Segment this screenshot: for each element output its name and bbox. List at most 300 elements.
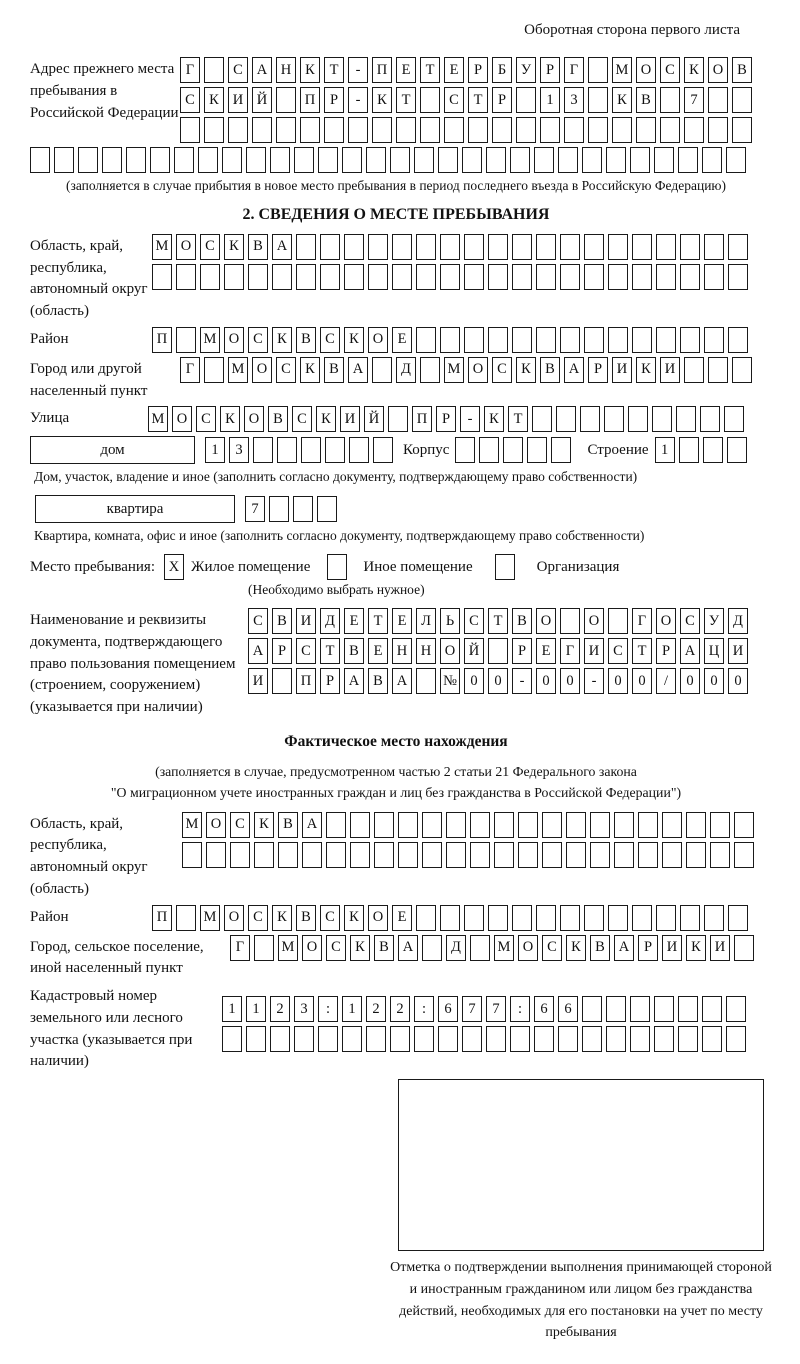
actual-location-note-line1: (заполняется в случае, предусмотренном частью 2 статьи 21 Федерального закона xyxy=(155,763,637,779)
apartment-number-row xyxy=(245,496,337,522)
char-cell xyxy=(302,842,322,868)
checkbox-organization xyxy=(495,554,515,580)
char-cell xyxy=(372,357,392,383)
char-cell xyxy=(580,406,600,432)
char-cell xyxy=(270,1026,290,1052)
char-cell xyxy=(438,1026,458,1052)
char-cell: О xyxy=(172,406,192,432)
char-cell xyxy=(492,117,512,143)
prev-address-label: Адрес прежнего места пребывания в Российской Федерации xyxy=(30,61,179,121)
char-cell xyxy=(582,1026,602,1052)
stroenie-row xyxy=(655,437,747,463)
char-cell: С xyxy=(200,234,220,260)
char-cell: Н xyxy=(276,57,296,83)
char-cell: С xyxy=(248,327,268,353)
char-cell xyxy=(680,905,700,931)
char-cell: К xyxy=(372,87,392,113)
char-cell xyxy=(604,406,624,432)
prev-address-row-2 xyxy=(180,87,752,113)
char-cell: Р xyxy=(492,87,512,113)
char-cell: А xyxy=(252,57,272,83)
char-cell xyxy=(702,147,722,173)
char-cell xyxy=(488,234,508,260)
char-cell xyxy=(710,812,730,838)
char-cell xyxy=(608,905,628,931)
char-cell: О xyxy=(440,638,460,664)
char-cell xyxy=(606,996,626,1022)
char-cell xyxy=(462,147,482,173)
char-cell xyxy=(656,264,676,290)
char-cell xyxy=(632,905,652,931)
char-cell xyxy=(296,264,316,290)
char-cell: А xyxy=(348,357,368,383)
char-cell: А xyxy=(680,638,700,664)
char-cell xyxy=(390,1026,410,1052)
char-cell xyxy=(30,147,50,173)
char-cell xyxy=(464,234,484,260)
actual-region-row-1 xyxy=(182,812,754,838)
char-cell xyxy=(704,905,724,931)
char-cell xyxy=(350,842,370,868)
char-cell xyxy=(536,327,556,353)
korpus-label: Корпус xyxy=(403,441,450,458)
char-cell: К xyxy=(204,87,224,113)
char-cell xyxy=(678,996,698,1022)
char-cell xyxy=(368,234,388,260)
char-cell: 0 xyxy=(632,668,652,694)
char-cell: С xyxy=(228,57,248,83)
char-cell xyxy=(270,147,290,173)
char-cell xyxy=(398,842,418,868)
char-cell: В xyxy=(278,812,298,838)
char-cell xyxy=(710,842,730,868)
char-cell xyxy=(374,812,394,838)
char-cell xyxy=(416,234,436,260)
char-cell: : xyxy=(318,996,338,1022)
char-cell xyxy=(326,812,346,838)
char-cell xyxy=(684,357,704,383)
stay-type-label: Место пребывания: xyxy=(30,558,155,575)
char-cell xyxy=(470,812,490,838)
char-cell: О xyxy=(176,234,196,260)
char-cell: С xyxy=(276,357,296,383)
char-cell: : xyxy=(510,996,530,1022)
char-cell: Г xyxy=(560,638,580,664)
char-cell: С xyxy=(660,57,680,83)
char-cell: П xyxy=(412,406,432,432)
char-cell xyxy=(636,117,656,143)
char-cell: Д xyxy=(396,357,416,383)
char-cell: С xyxy=(444,87,464,113)
char-cell: И xyxy=(584,638,604,664)
char-cell: Е xyxy=(392,905,412,931)
char-cell xyxy=(446,842,466,868)
char-cell: Е xyxy=(396,57,416,83)
char-cell: О xyxy=(244,406,264,432)
char-cell xyxy=(676,406,696,432)
char-cell: Е xyxy=(444,57,464,83)
char-cell xyxy=(680,327,700,353)
char-cell: Е xyxy=(368,638,388,664)
stroenie-label: Строение xyxy=(587,441,649,458)
char-cell xyxy=(503,437,523,463)
char-cell xyxy=(608,264,628,290)
char-cell: 1 xyxy=(540,87,560,113)
char-cell: О xyxy=(584,608,604,634)
char-cell: А xyxy=(344,668,364,694)
char-cell: Й xyxy=(252,87,272,113)
district-field xyxy=(30,327,762,353)
char-cell: 1 xyxy=(342,996,362,1022)
char-cell: 0 xyxy=(704,668,724,694)
char-cell xyxy=(278,842,298,868)
char-cell: И xyxy=(728,638,748,664)
char-cell: С xyxy=(492,357,512,383)
char-cell: Р xyxy=(436,406,456,432)
char-cell xyxy=(732,357,752,383)
stay-type-note: (Необходимо выбрать нужное) xyxy=(248,582,425,598)
char-cell: 0 xyxy=(608,668,628,694)
char-cell xyxy=(518,842,538,868)
char-cell: К xyxy=(484,406,504,432)
char-cell: О xyxy=(368,327,388,353)
char-cell xyxy=(608,234,628,260)
char-cell xyxy=(512,264,532,290)
char-cell xyxy=(703,437,723,463)
actual-city-row xyxy=(230,935,754,961)
char-cell xyxy=(78,147,98,173)
char-cell xyxy=(301,437,321,463)
char-cell: Ь xyxy=(440,608,460,634)
char-cell xyxy=(228,117,248,143)
apartment-note: Квартира, комната, офис и иное (заполнить согласно документу, подтверждающему право собственности) xyxy=(34,528,645,544)
char-cell xyxy=(180,117,200,143)
char-cell: № xyxy=(440,668,460,694)
char-cell xyxy=(342,147,362,173)
stamp-area xyxy=(30,1079,772,1344)
char-cell xyxy=(388,406,408,432)
char-cell: И xyxy=(662,935,682,961)
char-cell xyxy=(176,327,196,353)
char-cell xyxy=(534,1026,554,1052)
char-cell xyxy=(652,406,672,432)
char-cell xyxy=(204,357,224,383)
char-cell xyxy=(174,147,194,173)
actual-district-row xyxy=(152,905,748,931)
char-cell xyxy=(630,147,650,173)
actual-region-field xyxy=(30,812,762,901)
char-cell xyxy=(422,842,442,868)
char-cell xyxy=(726,996,746,1022)
char-cell xyxy=(176,264,196,290)
char-cell: К xyxy=(300,357,320,383)
char-cell: К xyxy=(254,812,274,838)
char-cell xyxy=(510,1026,530,1052)
char-cell xyxy=(584,327,604,353)
char-cell xyxy=(300,117,320,143)
char-cell: К xyxy=(684,57,704,83)
char-cell xyxy=(582,147,602,173)
char-cell xyxy=(679,437,699,463)
char-cell xyxy=(293,496,313,522)
char-cell xyxy=(396,117,416,143)
char-cell xyxy=(726,1026,746,1052)
residential-label: Жилое помещение xyxy=(191,558,311,575)
char-cell xyxy=(222,147,242,173)
char-cell xyxy=(588,57,608,83)
char-cell xyxy=(638,842,658,868)
char-cell: К xyxy=(636,357,656,383)
char-cell xyxy=(366,1026,386,1052)
char-cell xyxy=(416,905,436,931)
char-cell xyxy=(206,842,226,868)
char-cell xyxy=(126,147,146,173)
char-cell: Е xyxy=(536,638,556,664)
char-cell: В xyxy=(272,608,292,634)
char-cell: Т xyxy=(368,608,388,634)
char-cell: - xyxy=(460,406,480,432)
char-cell xyxy=(630,1026,650,1052)
doc-label: Наименование и реквизиты документа, подтверждающего право пользования помещением (строением, сооружением) (указывается при наличии) xyxy=(30,612,236,716)
region-row-1 xyxy=(152,234,748,260)
char-cell xyxy=(326,842,346,868)
char-cell xyxy=(416,264,436,290)
char-cell: С xyxy=(320,327,340,353)
prev-address-field xyxy=(30,57,762,143)
city-field xyxy=(30,357,762,403)
char-cell: П xyxy=(152,905,172,931)
actual-location-title: Фактическое место нахождения xyxy=(284,732,508,750)
char-cell xyxy=(373,437,393,463)
char-cell: О xyxy=(656,608,676,634)
char-cell xyxy=(392,234,412,260)
char-cell: С xyxy=(248,608,268,634)
char-cell: Н xyxy=(416,638,436,664)
char-cell xyxy=(632,234,652,260)
char-cell: О xyxy=(224,905,244,931)
char-cell: В xyxy=(296,327,316,353)
char-cell: А xyxy=(392,668,412,694)
region-row-2 xyxy=(152,264,748,290)
char-cell xyxy=(374,842,394,868)
char-cell: 0 xyxy=(536,668,556,694)
char-cell xyxy=(702,996,722,1022)
char-cell xyxy=(662,842,682,868)
char-cell xyxy=(654,147,674,173)
char-cell xyxy=(656,234,676,260)
char-cell: Р xyxy=(656,638,676,664)
char-cell xyxy=(588,87,608,113)
char-cell xyxy=(584,234,604,260)
char-cell xyxy=(325,437,345,463)
char-cell: 0 xyxy=(680,668,700,694)
char-cell: М xyxy=(182,812,202,838)
cadastre-row-1 xyxy=(222,996,746,1022)
doc-row-3 xyxy=(248,668,748,694)
prev-address-boxes xyxy=(180,57,752,143)
char-cell xyxy=(614,842,634,868)
actual-district-label: Район xyxy=(30,908,69,925)
char-cell xyxy=(420,357,440,383)
char-cell: Т xyxy=(508,406,528,432)
char-cell xyxy=(512,234,532,260)
char-cell: 0 xyxy=(464,668,484,694)
char-cell: К xyxy=(686,935,706,961)
char-cell xyxy=(564,117,584,143)
char-cell: В xyxy=(512,608,532,634)
char-cell xyxy=(102,147,122,173)
char-cell: 6 xyxy=(534,996,554,1022)
char-cell: С xyxy=(180,87,200,113)
cadastre-boxes xyxy=(222,996,746,1052)
char-cell: И xyxy=(612,357,632,383)
char-cell: С xyxy=(196,406,216,432)
char-cell xyxy=(440,327,460,353)
char-cell xyxy=(612,117,632,143)
char-cell xyxy=(318,1026,338,1052)
char-cell xyxy=(542,812,562,838)
char-cell xyxy=(320,264,340,290)
char-cell xyxy=(420,117,440,143)
char-cell xyxy=(470,842,490,868)
char-cell xyxy=(254,842,274,868)
char-cell xyxy=(708,357,728,383)
cadastre-row-2 xyxy=(222,1026,746,1052)
char-cell xyxy=(224,264,244,290)
char-cell xyxy=(551,437,571,463)
char-cell xyxy=(734,935,754,961)
char-cell: С xyxy=(320,905,340,931)
char-cell: С xyxy=(542,935,562,961)
char-cell xyxy=(414,1026,434,1052)
char-cell xyxy=(444,117,464,143)
char-cell: 1 xyxy=(246,996,266,1022)
char-cell xyxy=(272,668,292,694)
apartment-box: квартира xyxy=(35,495,235,523)
char-cell xyxy=(654,1026,674,1052)
char-cell xyxy=(632,264,652,290)
char-cell xyxy=(704,264,724,290)
char-cell xyxy=(277,437,297,463)
char-cell: А xyxy=(614,935,634,961)
char-cell: - xyxy=(348,87,368,113)
char-cell: М xyxy=(200,327,220,353)
char-cell xyxy=(678,147,698,173)
char-cell xyxy=(560,608,580,634)
district-row xyxy=(152,327,748,353)
char-cell xyxy=(558,147,578,173)
char-cell xyxy=(708,117,728,143)
char-cell: О xyxy=(468,357,488,383)
char-cell: 3 xyxy=(229,437,249,463)
actual-district-field xyxy=(30,905,762,931)
char-cell: О xyxy=(206,812,226,838)
stamp-caption: Отметка о подтверждении выполнения принимающей стороной и иностранным гражданином или лицом без гражданства действий, необходимых для его постановки на учет по месту пребывания xyxy=(390,1260,772,1341)
char-cell: 1 xyxy=(222,996,242,1022)
char-cell: К xyxy=(224,234,244,260)
actual-location-note-line2: "О миграционном учете иностранных граждан и лиц без гражданства в Российской Федерации") xyxy=(110,785,682,801)
char-cell: П xyxy=(296,668,316,694)
char-cell xyxy=(518,812,538,838)
char-cell xyxy=(656,327,676,353)
district-label: Район xyxy=(30,330,69,347)
char-cell: О xyxy=(224,327,244,353)
char-cell: О xyxy=(368,905,388,931)
char-cell xyxy=(702,1026,722,1052)
char-cell xyxy=(368,264,388,290)
char-cell: С xyxy=(680,608,700,634)
house-number-row xyxy=(205,437,393,463)
char-cell xyxy=(204,57,224,83)
char-cell: 3 xyxy=(564,87,584,113)
char-cell: М xyxy=(278,935,298,961)
char-cell: К xyxy=(516,357,536,383)
char-cell: С xyxy=(292,406,312,432)
char-cell: М xyxy=(494,935,514,961)
char-cell: М xyxy=(200,905,220,931)
char-cell: 7 xyxy=(245,496,265,522)
char-cell xyxy=(632,327,652,353)
char-cell xyxy=(276,117,296,143)
char-cell xyxy=(230,842,250,868)
char-cell: А xyxy=(564,357,584,383)
char-cell xyxy=(534,147,554,173)
char-cell xyxy=(590,812,610,838)
char-cell: В xyxy=(374,935,394,961)
char-cell xyxy=(296,234,316,260)
char-cell xyxy=(734,812,754,838)
char-cell xyxy=(686,842,706,868)
char-cell: О xyxy=(302,935,322,961)
prev-address-row-4 xyxy=(30,147,762,173)
char-cell xyxy=(254,935,274,961)
char-cell xyxy=(200,264,220,290)
char-cell xyxy=(536,905,556,931)
char-cell: О xyxy=(708,57,728,83)
char-cell xyxy=(556,406,576,432)
char-cell xyxy=(344,234,364,260)
char-cell xyxy=(349,437,369,463)
char-cell: Р xyxy=(324,87,344,113)
prev-address-row-3 xyxy=(180,117,752,143)
char-cell: К xyxy=(344,327,364,353)
char-cell: К xyxy=(316,406,336,432)
char-cell xyxy=(422,935,442,961)
char-cell xyxy=(512,327,532,353)
char-cell xyxy=(464,264,484,290)
char-cell: Т xyxy=(420,57,440,83)
char-cell: М xyxy=(152,234,172,260)
char-cell xyxy=(446,812,466,838)
char-cell: В xyxy=(248,234,268,260)
char-cell xyxy=(638,812,658,838)
doc-field xyxy=(30,608,762,719)
char-cell: Д xyxy=(728,608,748,634)
char-cell xyxy=(246,1026,266,1052)
char-cell xyxy=(606,1026,626,1052)
char-cell: А xyxy=(302,812,322,838)
char-cell xyxy=(488,905,508,931)
char-cell xyxy=(510,147,530,173)
char-cell: М xyxy=(444,357,464,383)
char-cell: В xyxy=(540,357,560,383)
char-cell xyxy=(588,117,608,143)
char-cell: Т xyxy=(468,87,488,113)
char-cell: Й xyxy=(464,638,484,664)
korpus-row xyxy=(455,437,571,463)
checkbox-residential: X xyxy=(164,554,184,580)
char-cell: О xyxy=(518,935,538,961)
